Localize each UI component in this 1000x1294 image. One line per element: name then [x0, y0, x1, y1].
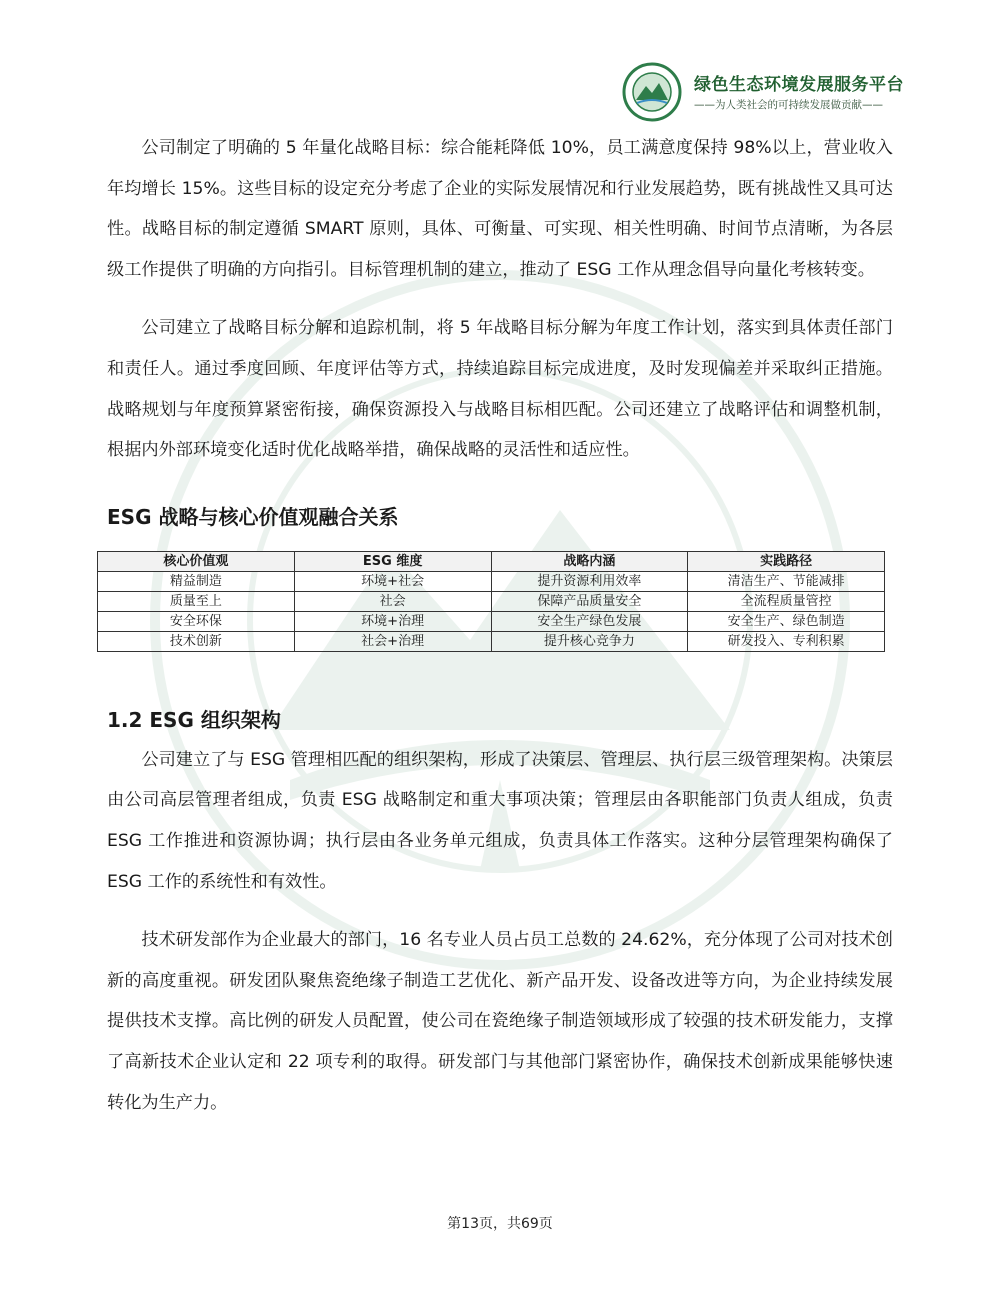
- table-row: [98, 591, 885, 611]
- brand-title: 绿色生态环境发展服务平台: [694, 75, 904, 95]
- table-cell: 精益制造: [98, 571, 295, 591]
- page-header: [622, 62, 922, 118]
- table-cell: 提升核心竞争力: [491, 631, 688, 651]
- table-section-title: ESG 战略与核心价值观融合关系: [107, 504, 399, 529]
- table-header-row: [98, 551, 885, 571]
- table-header-cell: 实践路径: [688, 551, 885, 571]
- table-cell: 安全环保: [98, 611, 295, 631]
- table-header-cell: 核心价值观: [98, 551, 295, 571]
- platform-logo-icon: [622, 62, 682, 122]
- table-cell: 环境+治理: [294, 611, 491, 631]
- table-cell: 研发投入、专利积累: [688, 631, 885, 651]
- paragraph: 公司建立了战略目标分解和追踪机制，将 5 年战略目标分解为年度工作计划，落实到具体责任部门和责任人。通过季度回顾、年度评估等方式，持续追踪目标完成进度，及时发现偏差并采取纠正措施。战略规划与年度预算紧密衔接，确保资源投入与战略目标相匹配。公司还建立了战略评估和调整机制，根据内外部环境变化适时优化战略举措，确保战略的灵活性和适应性。: [107, 318, 893, 461]
- table-row: [98, 611, 885, 631]
- page-number: 第13页，共69页: [447, 1216, 553, 1232]
- table-cell: 质量至上: [98, 591, 295, 611]
- table-cell: 环境+社会: [294, 571, 491, 591]
- table-header-cell: 战略内涵: [491, 551, 688, 571]
- brand-slogan: ——为人类社会的可持续发展做贡献——: [694, 99, 883, 111]
- paragraph: 公司制定了明确的 5 年量化战略目标：综合能耗降低 10%，员工满意度保持 98%以上，营业收入年均增长 15%。这些目标的设定充分考虑了企业的实际发展情况和行业发展趋势，既有挑战性又具可达性。战略目标的制定遵循 SMART 原则，具体、可衡量、可实现、相关性明确、时间节点清晰，为各层级工作提供了明确的方向指引。目标管理机制的建立，推动了 ESG 工作从理念倡导向量化考核转变。: [107, 138, 893, 280]
- table-cell: 社会+治理: [294, 631, 491, 651]
- table-cell: 全流程质量管控: [688, 591, 885, 611]
- table-cell: 安全生产、绿色制造: [688, 611, 885, 631]
- table-header-cell: ESG 维度: [294, 551, 491, 571]
- table-cell: 安全生产绿色发展: [491, 611, 688, 631]
- table-cell: 社会: [294, 591, 491, 611]
- paragraph: 技术研发部作为企业最大的部门，16 名专业人员占员工总数的 24.62%，充分体现了公司对技术创新的高度重视。研发团队聚焦瓷绝缘子制造工艺优化、新产品开发、设备改进等方向，为企业持续发展提供技术支撑。高比例的研发人员配置，使公司在瓷绝缘子制造领域形成了较强的技术研发能力，支撑了高新技术企业认定和 22 项专利的取得。研发部门与其他部门紧密协作，确保技术创新成果能够快速转化为生产力。: [107, 930, 893, 1113]
- section-heading: 1.2 ESG 组织架构: [107, 707, 281, 732]
- table-cell: 清洁生产、节能减排: [688, 571, 885, 591]
- table-row: [98, 631, 885, 651]
- main-content: [107, 128, 893, 1123]
- table-cell: 提升资源利用效率: [491, 571, 688, 591]
- values-table: [97, 551, 885, 652]
- paragraph: 公司建立了与 ESG 管理相匹配的组织架构，形成了决策层、管理层、执行层三级管理架构。决策层由公司高层管理者组成，负责 ESG 战略制定和重大事项决策；管理层由各职能部门负责人组成，负责 ESG 工作推进和资源协调；执行层由各业务单元组成，负责具体工作落实。这种分层管理架构确保了 ESG 工作的系统性和有效性。: [107, 749, 893, 892]
- table-cell: 保障产品质量安全: [491, 591, 688, 611]
- table-row: [98, 571, 885, 591]
- table-cell: 技术创新: [98, 631, 295, 651]
